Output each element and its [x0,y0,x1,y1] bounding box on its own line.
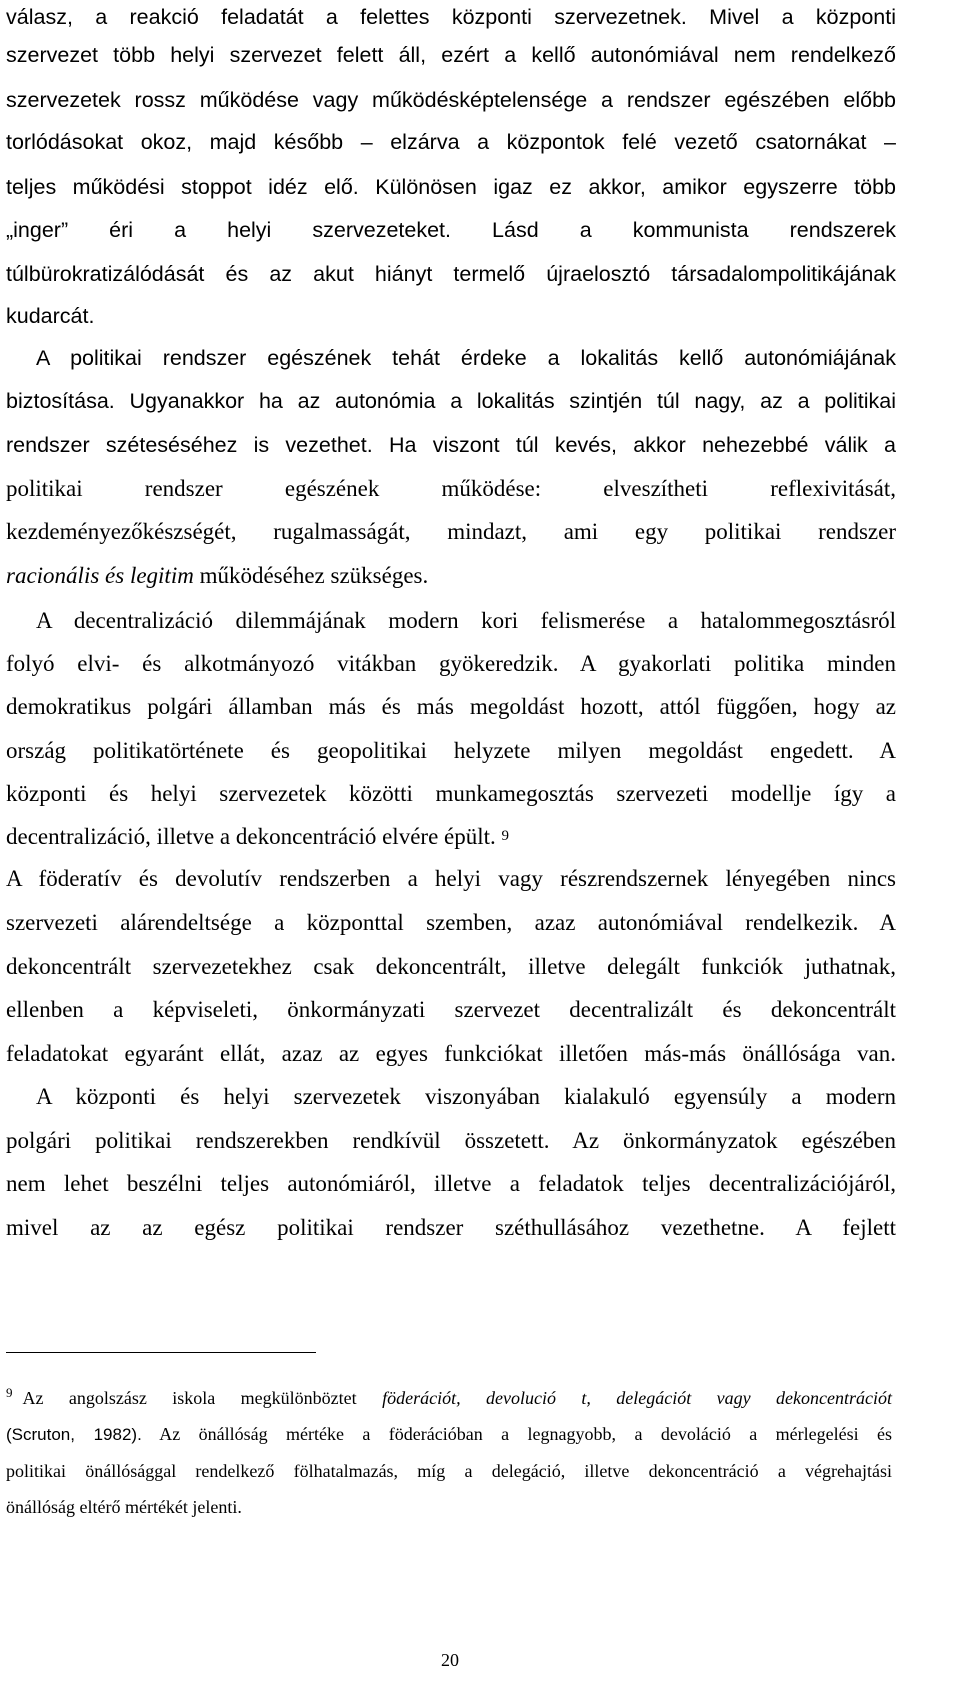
footnote-italic: föderációt, devolució t, delegációt vagy dekoncentrációt [382,1388,892,1408]
body-line: központi és helyi szervezetek közötti munkamegosztás szervezeti modellje így a [6,781,896,806]
footnote-line: önállóság eltérő mértékét jelenti. [6,1497,242,1517]
body-line: nem lehet beszélni teljes autonómiáról, illetve a feladatok teljes decentralizációjáról, [6,1171,896,1196]
footnote-line [6,1385,892,1413]
body-line: válasz, a reakció feladatát a felettes központi szervezetnek. Mivel a központi [6,5,896,29]
body-line [6,561,896,591]
body-line: feladatokat egyaránt ellát, azaz az egyes funkciókat illetően más-más önállósága van. [6,1041,896,1066]
footnote-line [6,1421,892,1448]
body-line: dekoncentrált szervezetekhez csak dekoncentrált, illetve delegált funkciók juthatnak, [6,954,896,979]
body-line: torlódásokat okoz, majd később – elzárva a központok felé vezető csatornákat – [6,130,896,154]
page-number: 20 [441,1650,459,1670]
body-line: teljes működési stoppot idéz elő. Különösen igaz ez akkor, amikor egyszerre több [6,175,896,199]
body-line [6,822,896,855]
body-line: polgári politikai rendszerekben rendkívül összetett. Az önkormányzatok egészében [6,1128,896,1153]
body-line: szervezetek rossz működése vagy működésképtelensége a rendszer egészében előbb [6,88,896,112]
body-line: demokratikus polgári államban más és más megoldást hozott, attól függően, hogy az [6,694,896,719]
footnote-text: Az angolszász iskola megkülönböztet [22,1388,357,1408]
footnote-reference[interactable]: 9 [501,828,510,844]
body-line: A föderatív és devolutív rendszerben a helyi vagy részrendszernek lényegében nincs [6,866,896,891]
body-line: szervezet több helyi szervezet felett áll, ezért a kellő autonómiával nem rendelkező [6,43,896,67]
body-text: működéséhez szükséges. [193,563,429,588]
footnote-number: 9 [6,1385,13,1400]
body-line: mivel az az egész politikai rendszer széthullásához vezethetne. A fejlett [6,1215,896,1240]
italic-phrase: racionális és legitim [6,563,194,588]
body-line: politikai rendszer egészének működése: elveszítheti reflexivitását, [6,476,896,501]
body-text: decentralizáció, illetve a dekoncentráció elvére épült. [6,824,496,849]
body-line: folyó elvi- és alkotmányozó vitákban gyökeredzik. A gyakorlati politika minden [6,651,896,676]
body-line: kudarcát. [6,304,95,328]
footnote-separator [6,1352,316,1353]
body-line: kezdeményezőkészségét, rugalmasságát, mindazt, ami egy politikai rendszer [6,519,896,544]
body-line: A politikai rendszer egészének tehát érdeke a lokalitás kellő autonómiájának [36,346,896,370]
body-line: „inger” éri a helyi szervezeteket. Lásd a kommunista rendszerek [6,218,896,242]
footnote-text: Az önállóság mértéke a föderációban a legnagyobb, a devoláció a mérlegelési és [159,1424,892,1444]
footnote-text: (Scruton, 1982). [6,1425,142,1444]
footnote-line: politikai önállósággal rendelkező fölhatalmazás, míg a delegáció, illetve dekoncentráció a végrehajtási [6,1461,892,1481]
body-line: A decentralizáció dilemmájának modern kori felismerése a hatalommegosztásról [36,608,896,633]
body-line: ellenben a képviseleti, önkormányzati szervezet decentralizált és dekoncentrált [6,997,896,1022]
body-line: rendszer széteséséhez is vezethet. Ha viszont túl kevés, akkor nehezebbé válik a [6,433,896,457]
body-line: biztosítása. Ugyanakkor ha az autonómia a lokalitás szintjén túl nagy, az a politikai [6,389,896,413]
body-line: szervezeti alárendeltsége a központtal szemben, azaz autonómiával rendelkezik. A [6,910,896,935]
body-line: ország politikatörténete és geopolitikai helyzete milyen megoldást engedett. A [6,738,896,763]
body-line: túlbürokratizálódását és az akut hiányt termelő újraelosztó társadalompolitikájának [6,262,896,286]
body-line: A központi és helyi szervezetek viszonyában kialakuló egyensúly a modern [36,1084,896,1109]
